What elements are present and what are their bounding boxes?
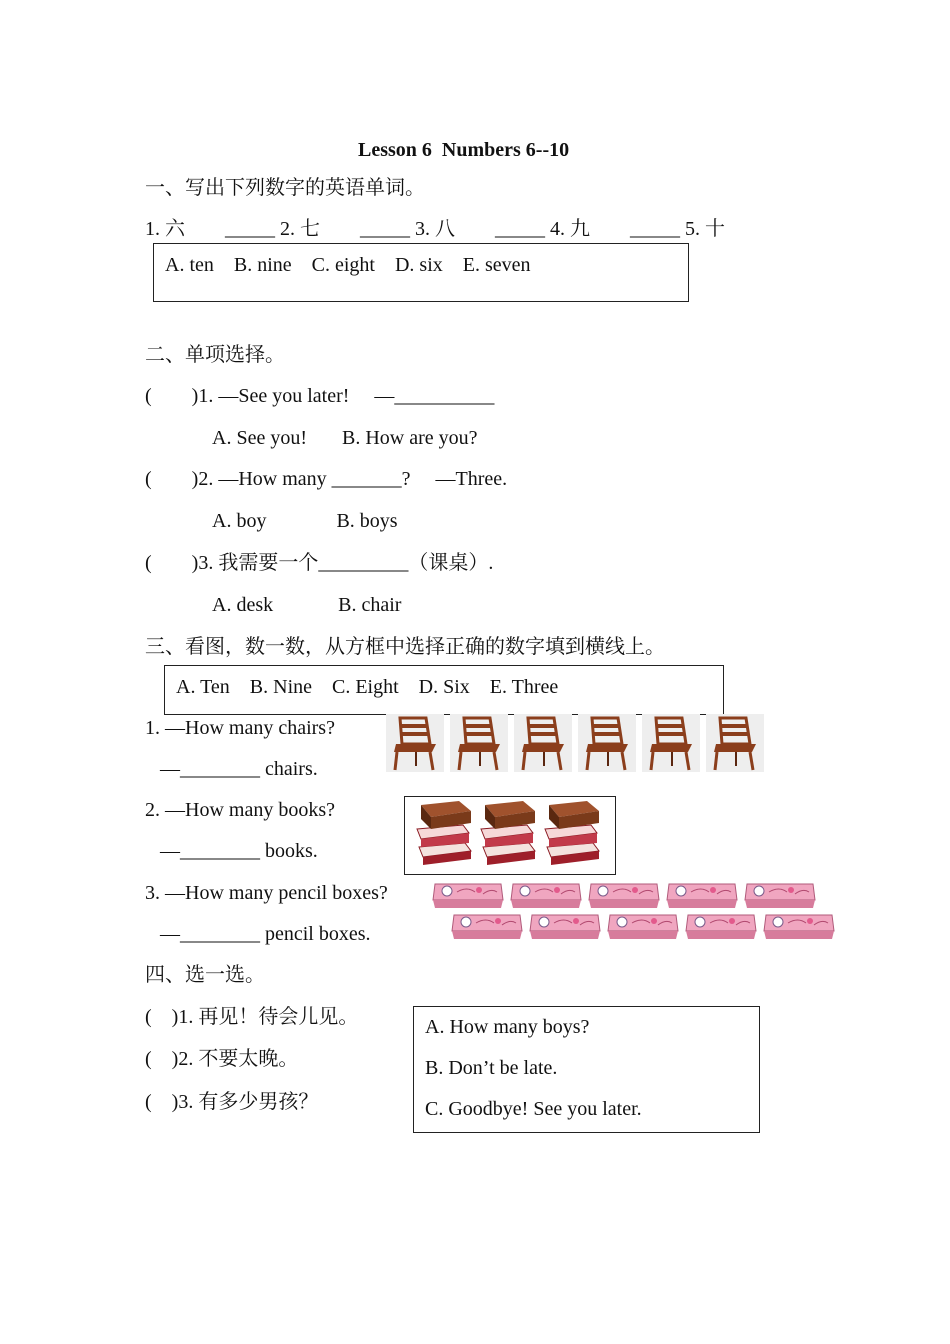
- chair-icon: [642, 714, 700, 772]
- books-picture: [413, 799, 603, 869]
- chair-icon: [578, 714, 636, 772]
- chair-icon: [386, 714, 444, 772]
- pencil-boxes-row-1: [431, 880, 817, 910]
- match-q2: ( )2. 不要太晚。: [145, 1048, 299, 1070]
- choice-q1-options: A. See you! B. How are you?: [212, 427, 478, 449]
- match-option-a: A. How many boys?: [425, 1016, 590, 1038]
- section-4-heading: 四、选一选。: [145, 964, 265, 986]
- match-q1: ( )1. 再见！待会儿见。: [145, 1006, 359, 1028]
- count-a1: —________ chairs.: [145, 758, 318, 780]
- pencil-box-icon: [684, 911, 758, 941]
- count-q1: 1. —How many chairs?: [145, 717, 335, 739]
- page-title: Lesson 6 Numbers 6--10: [358, 139, 570, 161]
- pencil-box-icon: [665, 880, 739, 910]
- count-q3: 3. —How many pencil boxes?: [145, 882, 388, 904]
- pencil-boxes-row-2: [450, 911, 836, 941]
- count-a2: —________ books.: [145, 840, 318, 862]
- choice-q3: ( )3. 我需要一个_________（课桌）.: [145, 552, 494, 574]
- pencil-box-icon: [431, 880, 505, 910]
- pencil-box-icon: [587, 880, 661, 910]
- section-1-heading: 一、写出下列数字的英语单词。: [145, 177, 425, 199]
- choice-q3-options: A. desk B. chair: [212, 594, 402, 616]
- choice-q1: ( )1. —See you later! —__________: [145, 385, 495, 407]
- book-stack-icon: [477, 799, 539, 869]
- choice-q2: ( )2. —How many _______? —Three.: [145, 468, 508, 490]
- chairs-picture: [386, 714, 764, 772]
- number-options-box: [164, 665, 724, 715]
- book-stack-icon: [413, 799, 475, 869]
- word-options: A. ten B. nine C. eight D. six E. seven: [165, 254, 531, 276]
- section-3-heading: 三、看图，数一数，从方框中选择正确的数字填到横线上。: [145, 636, 665, 658]
- pencil-box-icon: [606, 911, 680, 941]
- match-option-c: C. Goodbye! See you later.: [425, 1098, 642, 1120]
- number-options: A. Ten B. Nine C. Eight D. Six E. Three: [176, 676, 559, 698]
- pencil-box-icon: [743, 880, 817, 910]
- pencil-box-icon: [450, 911, 524, 941]
- match-q3: ( )3. 有多少男孩？: [145, 1091, 319, 1113]
- choice-q2-options: A. boy B. boys: [212, 510, 398, 532]
- section-2-heading: 二、单项选择。: [145, 344, 285, 366]
- number-words-line: 1. 六 _____ 2. 七 _____ 3. 八 _____ 4. 九 _____ 5. 十: [145, 218, 725, 240]
- chair-icon: [514, 714, 572, 772]
- pencil-box-icon: [528, 911, 602, 941]
- pencil-box-icon: [509, 880, 583, 910]
- chair-icon: [450, 714, 508, 772]
- pencil-box-icon: [762, 911, 836, 941]
- books-picture-frame: [404, 796, 616, 875]
- count-q2: 2. —How many books?: [145, 799, 335, 821]
- book-stack-icon: [541, 799, 603, 869]
- match-option-b: B. Don’t be late.: [425, 1057, 558, 1079]
- count-a3: —________ pencil boxes.: [145, 923, 371, 945]
- word-options-box: [153, 243, 689, 302]
- chair-icon: [706, 714, 764, 772]
- match-options-box: [413, 1006, 760, 1133]
